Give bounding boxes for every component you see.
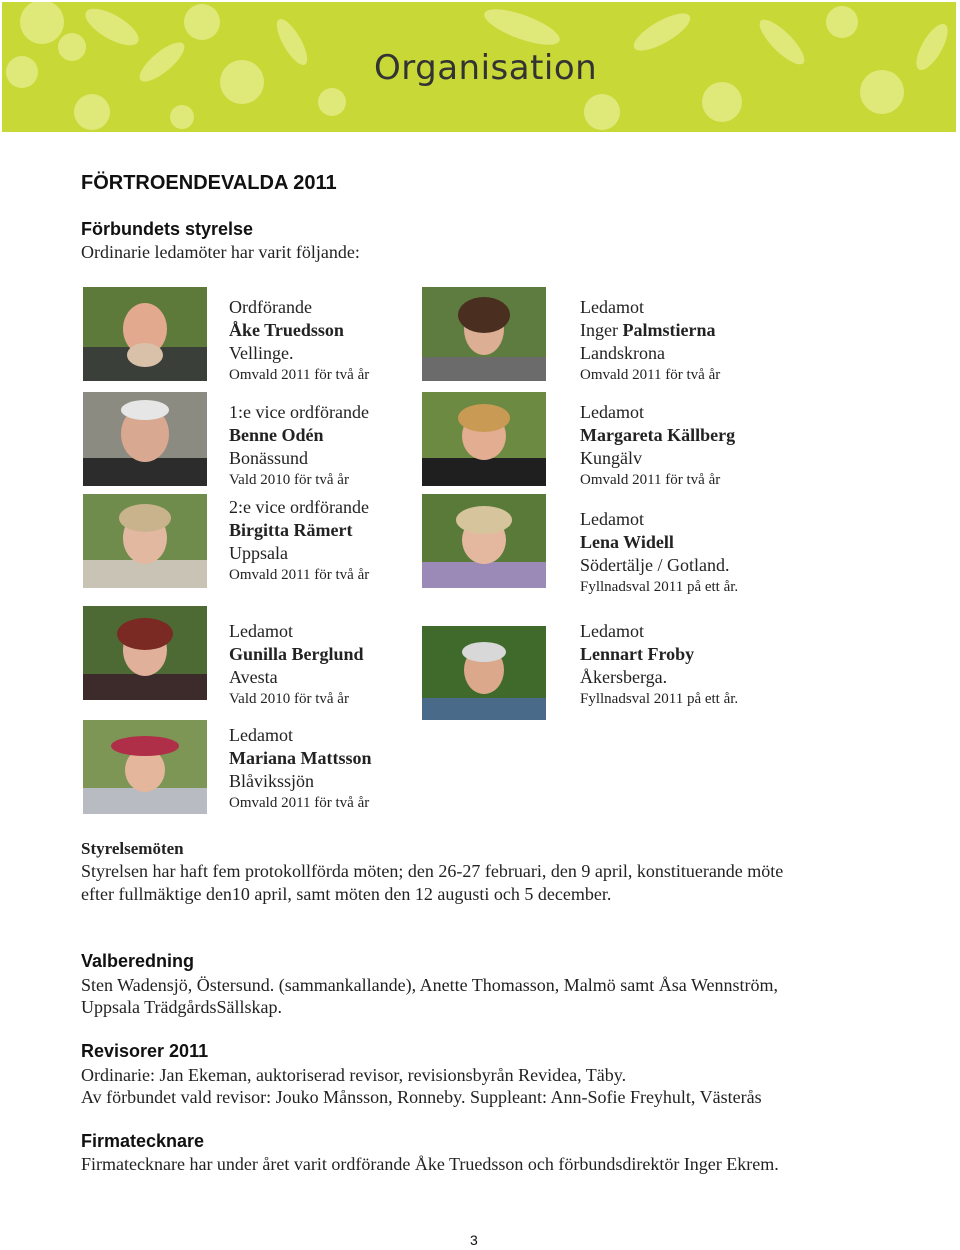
member-entry	[229, 620, 364, 710]
page-number: 3	[470, 1232, 478, 1248]
member-term: Omvald 2011 för två år	[229, 367, 370, 383]
member-role: 1:e vice ordförande	[229, 402, 369, 422]
meetings-text: Styrelsen har haft fem protokollförda möten; den 26-27 februari, den 9 april, konstituerande möte	[81, 861, 784, 881]
member-role: Ledamot	[580, 621, 644, 641]
member-name: Gunilla Berglund	[229, 644, 364, 664]
member-role: Ledamot	[229, 621, 293, 641]
member-entry	[580, 620, 738, 710]
header-banner	[2, 2, 956, 132]
member-place: Bonässund	[229, 448, 309, 468]
board-intro: Ordinarie ledamöter har varit följande:	[81, 242, 360, 262]
member-entry	[229, 401, 369, 491]
member-role: Ledamot	[580, 402, 644, 422]
portrait-photo	[422, 494, 546, 588]
member-place: Åkersberga.	[580, 667, 668, 687]
member-name: Benne Odén	[229, 425, 324, 445]
portrait-photo	[422, 392, 546, 486]
member-name: Lena Widell	[580, 532, 674, 552]
member-first-name: Inger	[580, 320, 618, 340]
member-term: Fyllnadsval 2011 på ett år.	[580, 579, 739, 595]
member-place: Avesta	[229, 667, 278, 687]
signatories-title: Firmatecknare	[81, 1131, 205, 1151]
member-role: Ordförande	[229, 297, 312, 317]
member-entry	[229, 724, 372, 814]
nomination-text: Sten Wadensjö, Östersund. (sammankallande), Anette Thomasson, Malmö samt Åsa Wennström,	[81, 975, 778, 995]
member-term: Omvald 2011 för två år	[580, 367, 721, 383]
meetings-text: efter fullmäktige den10 april, samt möten den 12 augusti och 5 december.	[81, 884, 612, 904]
member-term: Omvald 2011 för två år	[229, 795, 370, 811]
nomination-text: Uppsala TrädgårdsSällskap.	[81, 997, 282, 1017]
member-name: Åke Truedsson	[229, 320, 344, 340]
member-term: Omvald 2011 för två år	[580, 472, 721, 488]
member-term: Omvald 2011 för två år	[229, 567, 370, 583]
member-name: Palmstierna	[622, 320, 716, 340]
member-name: Margareta Källberg	[580, 425, 736, 445]
member-place: Vellinge.	[229, 343, 294, 363]
portrait-photo	[83, 392, 207, 486]
member-role: Ledamot	[580, 509, 644, 529]
member-place: Kungälv	[580, 448, 642, 468]
board-title: Förbundets styrelse	[81, 219, 254, 239]
member-name: Lennart Froby	[580, 644, 695, 664]
member-term: Vald 2010 för två år	[229, 691, 349, 707]
member-role: Ledamot	[580, 297, 644, 317]
member-term: Fyllnadsval 2011 på ett år.	[580, 691, 739, 707]
auditors-title: Revisorer 2011	[81, 1041, 209, 1061]
portrait-photo	[83, 287, 207, 381]
member-term: Vald 2010 för två år	[229, 472, 349, 488]
portrait-photo	[422, 287, 546, 381]
portrait-photo	[422, 626, 546, 720]
section-heading: FÖRTROENDEVALDA 2011	[81, 172, 337, 194]
member-role: Ledamot	[229, 725, 293, 745]
portrait-photo	[83, 720, 207, 814]
member-entry	[580, 296, 720, 386]
member-place: Blåvikssjön	[229, 771, 315, 791]
signatories-text: Firmatecknare har under året varit ordförande Åke Truedsson och förbundsdirektör Inger Ekrem.	[81, 1154, 779, 1174]
member-name: Birgitta Rämert	[229, 520, 353, 540]
nomination-title: Valberedning	[81, 951, 195, 971]
portrait-photo	[83, 606, 207, 700]
member-entry	[580, 401, 735, 491]
auditors-text: Ordinarie: Jan Ekeman, auktoriserad revisor, revisionsbyrån Revidea, Täby.	[81, 1065, 627, 1085]
member-entry	[580, 508, 738, 598]
page-title: Organisation	[374, 48, 598, 88]
meetings-title: Styrelsemöten	[81, 839, 184, 858]
member-place: Uppsala	[229, 543, 288, 563]
member-name: Mariana Mattsson	[229, 748, 372, 768]
portrait-photo	[83, 494, 207, 588]
member-place: Södertälje / Gotland.	[580, 555, 730, 575]
member-entry	[229, 496, 369, 586]
member-role: 2:e vice ordförande	[229, 497, 369, 517]
member-entry	[229, 296, 369, 386]
member-place: Landskrona	[580, 343, 665, 363]
auditors-text: Av förbundet vald revisor: Jouko Månsson, Ronneby. Suppleant: Ann-Sofie Freyhult, Västerås	[81, 1087, 762, 1107]
